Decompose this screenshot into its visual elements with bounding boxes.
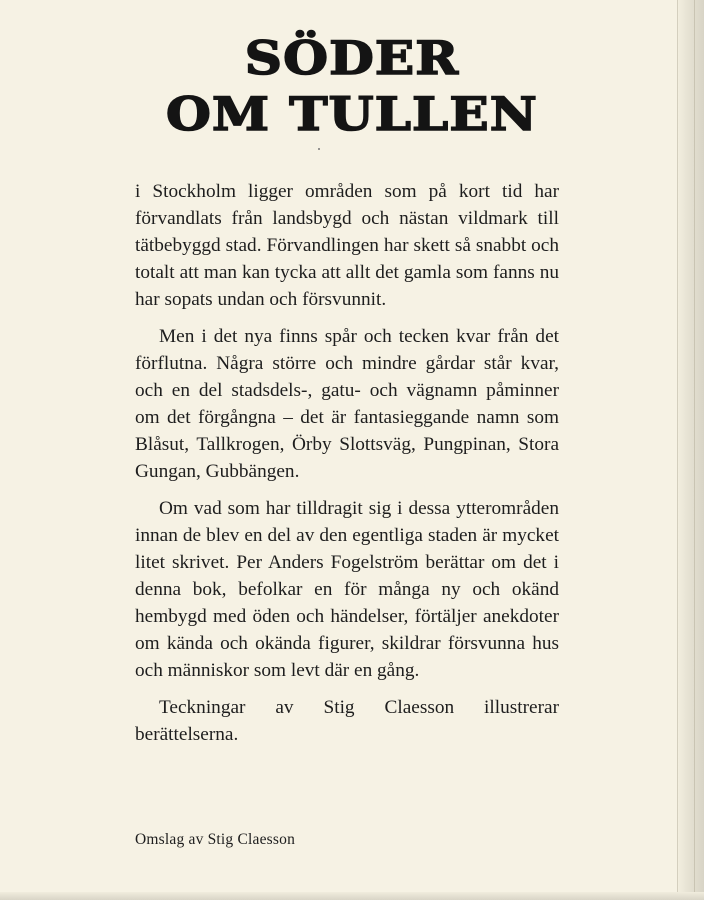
paper-speck — [318, 148, 320, 150]
title-line-2: OM TULLEN — [165, 87, 539, 141]
blurb-paragraph-2: Men i det nya finns spår och tecken kvar från det förflutna. Några större och mindre gårdar står kvar, och en del stadsdels-, gatu- och vägnamn påminner om det förgångna – det är fantasieggande namn som Blåsut, Tallkrogen, Örby Slottsväg, Pungpinan, Stora Gungan, Gubbängen. — [135, 326, 559, 482]
cover-credit: Omslag av Stig Claesson — [135, 831, 296, 848]
blurb-paragraph-4: Teckningar av Stig Claesson illustrerar berättelserna. — [135, 697, 559, 745]
blurb-text — [135, 178, 559, 758]
title-line-1: SÖDER — [244, 31, 460, 85]
blurb-paragraph-1: i Stockholm ligger områden som på kort tid har förvandlats från landsbygd och nästan vildmark till tätbebyggd stad. Förvandlingen har skett så snabbt och totalt att man kan tycka att allt det gamla som fanns nu har sopats undan och försvunnit. — [135, 181, 559, 310]
blurb-paragraph-3: Om vad som har tilldragit sig i dessa ytterområden innan de blev en del av den egentliga staden är mycket litet skrivet. Per Anders Fogelström berättar om det i denna bok, befolkar en för många ny och okänd hembygd med öden och händelser, förtäljer anekdoter om kända och okända figurer, skildrar försvunna hus och människor som levt där en gång. — [135, 498, 559, 681]
book-title — [0, 30, 704, 142]
cover-bottom-edge — [0, 892, 704, 900]
